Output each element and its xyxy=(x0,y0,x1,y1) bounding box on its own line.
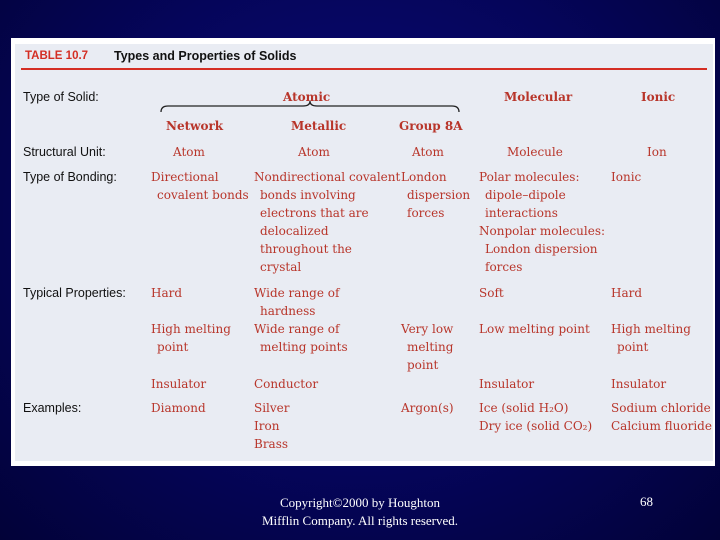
unit-molecular: Molecule xyxy=(507,145,563,159)
bonding-group-8a: London dispersion forces xyxy=(401,170,471,220)
bonding-metallic: Nondirectional covalent bonds involving electrons that are delocalized throughout the crystal xyxy=(254,170,401,274)
unit-network: Atom xyxy=(173,145,205,159)
property-molecular-melting: Low melting point xyxy=(479,322,590,336)
row-label-structural-unit: Structural Unit: xyxy=(23,145,106,159)
type-ionic: Ionic xyxy=(641,90,676,104)
type-atomic: Atomic xyxy=(283,90,331,104)
example-metallic: Silver Iron Brass xyxy=(254,401,290,451)
property-molecular-hardness: Soft xyxy=(479,286,504,300)
subtype-group-8a: Group 8A xyxy=(399,119,463,133)
table-title: Types and Properties of Solids xyxy=(114,49,297,63)
property-ionic-melting: High melting point xyxy=(611,322,691,354)
title-rule xyxy=(21,68,707,70)
property-ionic-hardness: Hard xyxy=(611,286,643,300)
example-network: Diamond xyxy=(151,401,206,415)
unit-group-8a: Atom xyxy=(412,145,444,159)
unit-metallic: Atom xyxy=(298,145,330,159)
example-group-8a: Argon(s) xyxy=(401,401,454,415)
type-molecular: Molecular xyxy=(504,90,573,104)
example-molecular: Ice (solid H₂O) Dry ice (solid CO₂) xyxy=(479,401,593,433)
bonding-molecular: Polar molecules: dipole–dipole interactions Nonpolar molecules: London dispersion forces xyxy=(479,170,606,274)
page-number: 68 xyxy=(640,494,653,509)
property-network-hardness: Hard xyxy=(151,286,183,300)
property-metallic-melting: Wide range of melting points xyxy=(254,322,348,354)
bonding-network: Directional covalent bonds xyxy=(151,170,249,202)
row-label-type-of-bonding: Type of Bonding: xyxy=(23,170,117,184)
row-label-examples: Examples: xyxy=(23,401,82,415)
property-network-conductivity: Insulator xyxy=(151,377,207,391)
row-label-typical-properties: Typical Properties: xyxy=(23,286,126,300)
subtype-metallic: Metallic xyxy=(291,119,347,133)
property-network-melting: High melting point xyxy=(151,322,231,354)
property-metallic-hardness: Wide range of hardness xyxy=(254,286,340,318)
bonding-ionic: Ionic xyxy=(611,170,642,184)
property-metallic-conductivity: Conductor xyxy=(254,377,319,391)
subtype-network: Network xyxy=(166,119,224,133)
row-label-type-of-solid: Type of Solid: xyxy=(23,90,99,104)
atomic-group-brace xyxy=(160,100,460,114)
property-ionic-conductivity: Insulator xyxy=(611,377,667,391)
property-molecular-conductivity: Insulator xyxy=(479,377,535,391)
unit-ionic: Ion xyxy=(647,145,667,159)
table-label: TABLE 10.7 xyxy=(25,50,89,62)
copyright-notice: Copyright©2000 by Houghton Mifflin Company. All rights reserved. xyxy=(261,495,459,528)
example-ionic: Sodium chloride Calcium fluoride xyxy=(611,401,712,433)
property-group-8a-melting: Very low melting point xyxy=(401,322,454,372)
